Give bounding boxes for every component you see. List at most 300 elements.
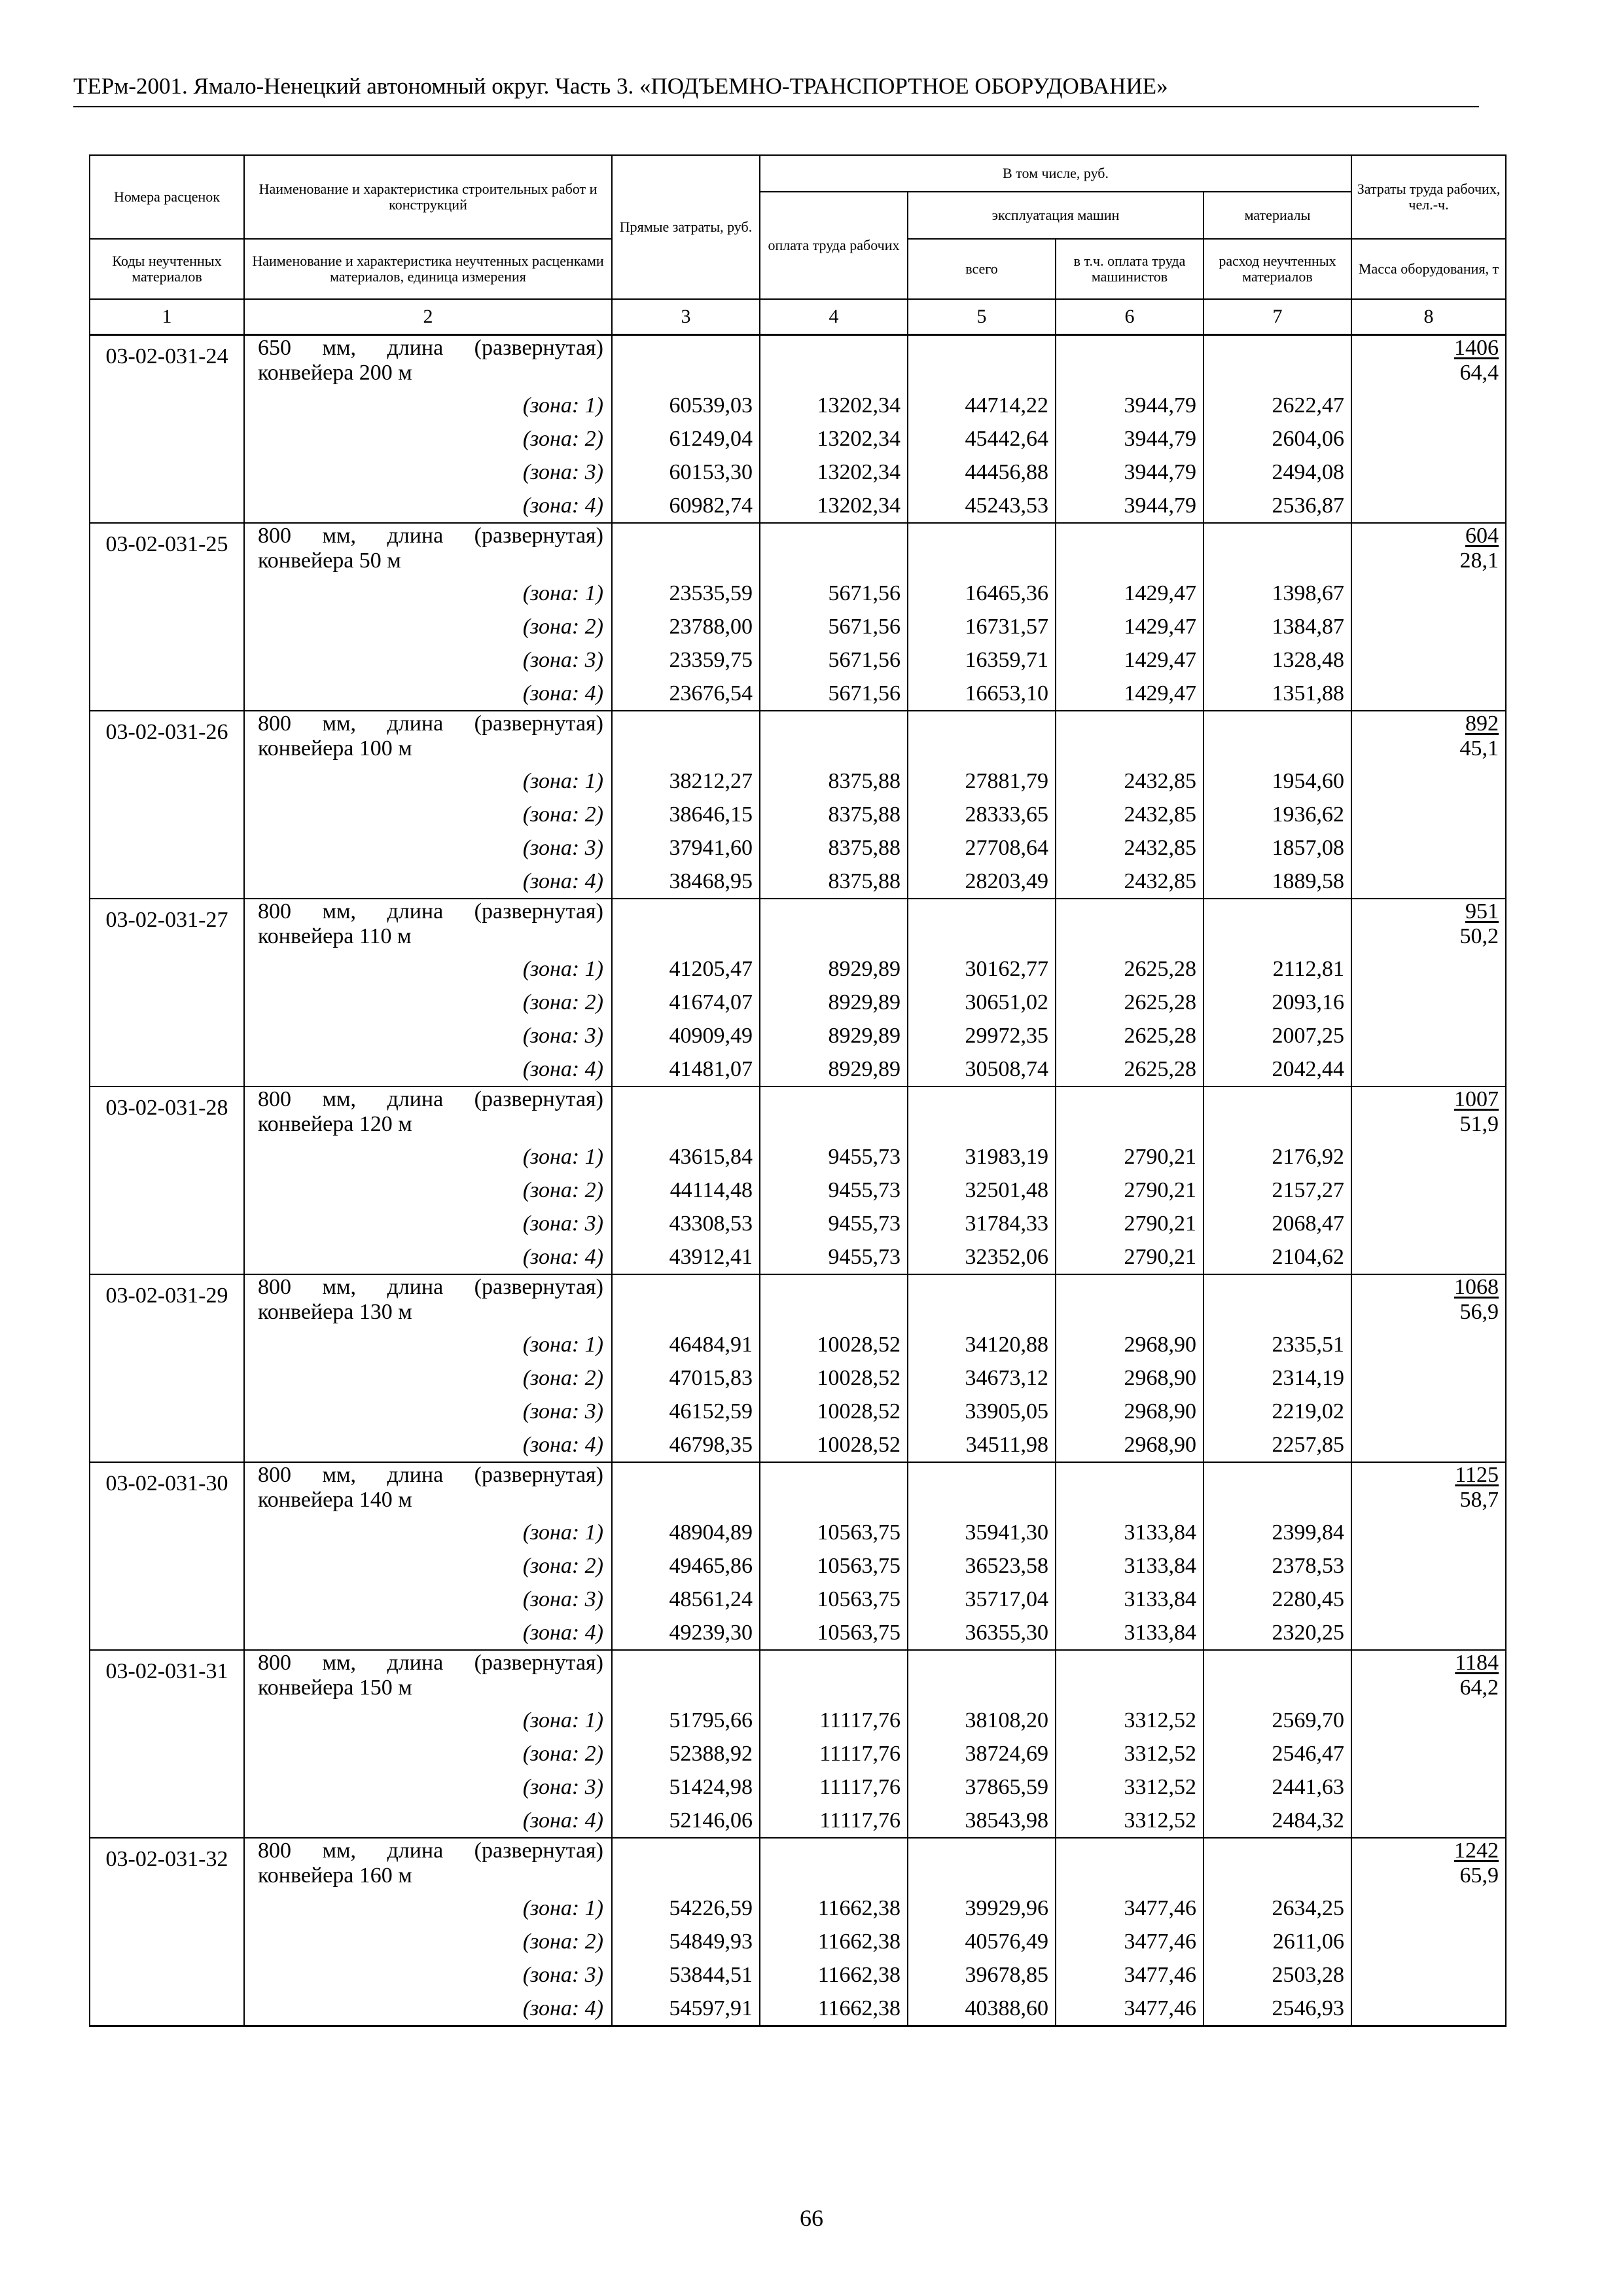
description-line-1: 800 мм, длина (развернутая) (258, 1650, 603, 1675)
direct-costs-value: 52388,92 (612, 1737, 760, 1770)
empty-cell (1351, 1925, 1506, 1958)
column-number: 6 (1056, 299, 1204, 335)
direct-costs-value: 23676,54 (612, 677, 760, 711)
materials-value: 1398,67 (1204, 577, 1351, 610)
header-rate-number: Номера расценок (90, 155, 244, 239)
empty-cell (90, 1925, 244, 1958)
description-line-1: 800 мм, длина (развернутая) (258, 899, 603, 924)
direct-costs-value: 43912,41 (612, 1240, 760, 1274)
zone-label: (зона: 1) (244, 952, 612, 986)
empty-cell (612, 1838, 760, 1892)
zone-row (90, 764, 1506, 798)
operator-wages-value: 1429,47 (1056, 610, 1204, 643)
worker-wages-value: 8375,88 (760, 865, 908, 899)
labor-costs-value: 892 (1465, 711, 1499, 736)
machine-operation-value: 38543,98 (908, 1804, 1056, 1838)
machine-operation-value: 34120,88 (908, 1328, 1056, 1361)
materials-value: 2280,45 (1204, 1583, 1351, 1616)
running-header: ТЕРм-2001. Ямало-Ненецкий автономный округ. Часть 3. «ПОДЪЕМНО-ТРАНСПОРТНОЕ ОБОРУДОВАНИЕ» (73, 71, 1479, 107)
page-number: 66 (800, 2205, 823, 2231)
zone-label: (зона: 2) (244, 1925, 612, 1958)
zone-row (90, 1140, 1506, 1174)
empty-cell (908, 1838, 1056, 1892)
zone-label: (зона: 3) (244, 456, 612, 489)
empty-cell (90, 643, 244, 677)
empty-cell (90, 986, 244, 1019)
empty-cell (612, 1274, 760, 1328)
empty-cell (908, 335, 1056, 389)
empty-cell (90, 489, 244, 523)
description-line-1: 800 мм, длина (развернутая) (258, 1274, 603, 1299)
zone-label: (зона: 4) (244, 677, 612, 711)
machine-operation-value: 29972,35 (908, 1019, 1056, 1052)
description-line-2: конвейера 140 м (258, 1487, 412, 1512)
direct-costs-value: 41674,07 (612, 986, 760, 1019)
zone-row (90, 1174, 1506, 1207)
zone-label: (зона: 2) (244, 610, 612, 643)
description-line-1: 800 мм, длина (развернутая) (258, 711, 603, 736)
column-number: 1 (90, 299, 244, 335)
machine-operation-value: 35717,04 (908, 1583, 1056, 1616)
machine-operation-value: 16731,57 (908, 610, 1056, 643)
empty-cell (1351, 489, 1506, 523)
empty-cell (1351, 1770, 1506, 1804)
column-number: 7 (1204, 299, 1351, 335)
empty-cell (908, 1462, 1056, 1516)
zone-row (90, 1583, 1506, 1616)
operator-wages-value: 3312,52 (1056, 1737, 1204, 1770)
rate-code: 03-02-031-24 (90, 335, 244, 389)
zone-row (90, 1958, 1506, 1992)
materials-value: 2219,02 (1204, 1395, 1351, 1428)
description-line-2: конвейера 50 м (258, 548, 401, 573)
empty-cell (90, 422, 244, 456)
operator-wages-value: 2432,85 (1056, 798, 1204, 831)
materials-value: 1936,62 (1204, 798, 1351, 831)
empty-cell (908, 711, 1056, 764)
description-line-1: 800 мм, длина (развернутая) (258, 1838, 603, 1863)
empty-cell (1204, 1838, 1351, 1892)
materials-value: 1857,08 (1204, 831, 1351, 865)
worker-wages-value: 8929,89 (760, 952, 908, 986)
materials-value: 2093,16 (1204, 986, 1351, 1019)
empty-cell (1351, 1737, 1506, 1770)
direct-costs-value: 49239,30 (612, 1616, 760, 1650)
zone-label: (зона: 1) (244, 1704, 612, 1737)
zone-row (90, 1019, 1506, 1052)
worker-wages-value: 9455,73 (760, 1240, 908, 1274)
machine-operation-value: 39929,96 (908, 1892, 1056, 1925)
empty-cell (612, 711, 760, 764)
empty-cell (90, 1704, 244, 1737)
rate-code: 03-02-031-29 (90, 1274, 244, 1328)
work-description (244, 1274, 612, 1328)
empty-cell (90, 1616, 244, 1650)
direct-costs-value: 41205,47 (612, 952, 760, 986)
work-description (244, 1086, 612, 1140)
operator-wages-value: 3312,52 (1056, 1704, 1204, 1737)
materials-value: 2378,53 (1204, 1549, 1351, 1583)
empty-cell (1204, 1274, 1351, 1328)
description-line-2: конвейера 150 м (258, 1675, 412, 1700)
empty-cell (90, 1516, 244, 1549)
empty-cell (90, 1140, 244, 1174)
empty-cell (90, 1583, 244, 1616)
materials-value: 2494,08 (1204, 456, 1351, 489)
zone-row (90, 865, 1506, 899)
empty-cell (1056, 711, 1204, 764)
direct-costs-value: 60539,03 (612, 389, 760, 422)
zone-label: (зона: 2) (244, 1361, 612, 1395)
operator-wages-value: 2625,28 (1056, 1019, 1204, 1052)
machine-operation-value: 27708,64 (908, 831, 1056, 865)
work-description (244, 711, 612, 764)
materials-value: 2104,62 (1204, 1240, 1351, 1274)
work-description (244, 899, 612, 952)
header-operator-wages: в т.ч. оплата труда машинистов (1056, 239, 1204, 299)
rate-entry-row (90, 899, 1506, 952)
machine-operation-value: 36355,30 (908, 1616, 1056, 1650)
labor-costs-value: 1125 (1455, 1462, 1499, 1487)
machine-operation-value: 33905,05 (908, 1395, 1056, 1428)
direct-costs-value: 48904,89 (612, 1516, 760, 1549)
labor-and-mass (1351, 1650, 1506, 1704)
empty-cell (1351, 986, 1506, 1019)
empty-cell (908, 899, 1056, 952)
worker-wages-value: 11117,76 (760, 1737, 908, 1770)
empty-cell (90, 798, 244, 831)
direct-costs-value: 60982,74 (612, 489, 760, 523)
empty-cell (1204, 335, 1351, 389)
zone-label: (зона: 1) (244, 764, 612, 798)
empty-cell (1204, 1650, 1351, 1704)
labor-and-mass (1351, 335, 1506, 389)
price-table (89, 154, 1507, 2027)
labor-costs-value: 1406 (1454, 336, 1499, 360)
empty-cell (1351, 1992, 1506, 2026)
zone-row (90, 1328, 1506, 1361)
materials-value: 2634,25 (1204, 1892, 1351, 1925)
empty-cell (760, 1274, 908, 1328)
zone-label: (зона: 2) (244, 1737, 612, 1770)
worker-wages-value: 13202,34 (760, 389, 908, 422)
machine-operation-value: 31983,19 (908, 1140, 1056, 1174)
zone-label: (зона: 4) (244, 1804, 612, 1838)
operator-wages-value: 2625,28 (1056, 986, 1204, 1019)
empty-cell (908, 1086, 1056, 1140)
empty-cell (1351, 1804, 1506, 1838)
worker-wages-value: 8929,89 (760, 1019, 908, 1052)
labor-and-mass (1351, 711, 1506, 764)
direct-costs-value: 52146,06 (612, 1804, 760, 1838)
zone-label: (зона: 3) (244, 1395, 612, 1428)
empty-cell (1351, 764, 1506, 798)
empty-cell (1351, 677, 1506, 711)
zone-row (90, 1549, 1506, 1583)
materials-value: 1384,87 (1204, 610, 1351, 643)
empty-cell (90, 764, 244, 798)
empty-cell (612, 335, 760, 389)
empty-cell (760, 1462, 908, 1516)
empty-cell (90, 677, 244, 711)
header-work-name: Наименование и характеристика строительных работ и конструкций (244, 155, 612, 239)
rate-code: 03-02-031-28 (90, 1086, 244, 1140)
zone-label: (зона: 2) (244, 422, 612, 456)
direct-costs-value: 44114,48 (612, 1174, 760, 1207)
zone-row (90, 643, 1506, 677)
zone-row (90, 489, 1506, 523)
zone-label: (зона: 3) (244, 643, 612, 677)
empty-cell (760, 899, 908, 952)
zone-label: (зона: 3) (244, 831, 612, 865)
table-body (90, 335, 1506, 2026)
description-line-1: 800 мм, длина (развернутая) (258, 523, 603, 548)
empty-cell (1351, 1361, 1506, 1395)
empty-cell (1351, 1174, 1506, 1207)
rate-entry-row (90, 1462, 1506, 1516)
description-line-2: конвейера 130 м (258, 1299, 412, 1324)
operator-wages-value: 2790,21 (1056, 1140, 1204, 1174)
zone-label: (зона: 2) (244, 1549, 612, 1583)
worker-wages-value: 5671,56 (760, 610, 908, 643)
zone-label: (зона: 3) (244, 1207, 612, 1240)
machine-operation-value: 32352,06 (908, 1240, 1056, 1274)
zone-label: (зона: 4) (244, 865, 612, 899)
direct-costs-value: 38468,95 (612, 865, 760, 899)
zone-label: (зона: 4) (244, 1052, 612, 1086)
worker-wages-value: 10563,75 (760, 1583, 908, 1616)
machine-operation-value: 37865,59 (908, 1770, 1056, 1804)
worker-wages-value: 9455,73 (760, 1207, 908, 1240)
operator-wages-value: 3133,84 (1056, 1516, 1204, 1549)
zone-row (90, 677, 1506, 711)
zone-label: (зона: 4) (244, 1428, 612, 1462)
materials-value: 2604,06 (1204, 422, 1351, 456)
empty-cell (90, 1052, 244, 1086)
zone-row (90, 1804, 1506, 1838)
machine-operation-value: 30651,02 (908, 986, 1056, 1019)
column-number: 8 (1351, 299, 1506, 335)
empty-cell (1056, 523, 1204, 577)
empty-cell (1351, 798, 1506, 831)
operator-wages-value: 2625,28 (1056, 952, 1204, 986)
materials-value: 2314,19 (1204, 1361, 1351, 1395)
zone-label: (зона: 1) (244, 1140, 612, 1174)
zone-label: (зона: 4) (244, 1240, 612, 1274)
rate-entry-row (90, 711, 1506, 764)
labor-costs-value: 1007 (1454, 1086, 1499, 1111)
empty-cell (1204, 1086, 1351, 1140)
zone-row (90, 1737, 1506, 1770)
zone-label: (зона: 1) (244, 389, 612, 422)
machine-operation-value: 30162,77 (908, 952, 1056, 986)
zone-row (90, 831, 1506, 865)
machine-operation-value: 38108,20 (908, 1704, 1056, 1737)
empty-cell (1351, 865, 1506, 899)
description-line-1: 800 мм, длина (развернутая) (258, 1086, 603, 1111)
operator-wages-value: 2968,90 (1056, 1361, 1204, 1395)
empty-cell (1056, 899, 1204, 952)
operator-wages-value: 3477,46 (1056, 1958, 1204, 1992)
empty-cell (1351, 831, 1506, 865)
equipment-mass-value: 56,9 (1459, 1299, 1499, 1324)
empty-cell (1351, 1892, 1506, 1925)
direct-costs-value: 38646,15 (612, 798, 760, 831)
operator-wages-value: 2968,90 (1056, 1395, 1204, 1428)
worker-wages-value: 9455,73 (760, 1140, 908, 1174)
empty-cell (90, 389, 244, 422)
machine-operation-value: 40388,60 (908, 1992, 1056, 2026)
worker-wages-value: 8929,89 (760, 1052, 908, 1086)
zone-label: (зона: 1) (244, 1328, 612, 1361)
operator-wages-value: 2432,85 (1056, 764, 1204, 798)
description-line-2: конвейера 100 м (258, 736, 412, 761)
empty-cell (1351, 422, 1506, 456)
empty-cell (1351, 1207, 1506, 1240)
empty-cell (760, 1650, 908, 1704)
empty-cell (612, 899, 760, 952)
empty-cell (1056, 1274, 1204, 1328)
empty-cell (90, 865, 244, 899)
zone-label: (зона: 1) (244, 1516, 612, 1549)
empty-cell (1351, 610, 1506, 643)
rate-entry-row (90, 1086, 1506, 1140)
operator-wages-value: 3133,84 (1056, 1549, 1204, 1583)
machine-operation-value: 28203,49 (908, 865, 1056, 899)
materials-value: 2042,44 (1204, 1052, 1351, 1086)
rate-entry-row (90, 1274, 1506, 1328)
empty-cell (908, 1274, 1056, 1328)
equipment-mass-value: 28,1 (1459, 548, 1499, 573)
header-machines-total: всего (908, 239, 1056, 299)
labor-and-mass (1351, 1274, 1506, 1328)
description-line-2: конвейера 120 м (258, 1111, 412, 1136)
worker-wages-value: 10563,75 (760, 1516, 908, 1549)
empty-cell (90, 1804, 244, 1838)
equipment-mass-value: 58,7 (1459, 1487, 1499, 1512)
direct-costs-value: 38212,27 (612, 764, 760, 798)
materials-value: 2157,27 (1204, 1174, 1351, 1207)
machine-operation-value: 30508,74 (908, 1052, 1056, 1086)
materials-value: 2335,51 (1204, 1328, 1351, 1361)
operator-wages-value: 3133,84 (1056, 1616, 1204, 1650)
equipment-mass-value: 50,2 (1459, 924, 1499, 948)
zone-row (90, 1616, 1506, 1650)
zone-label: (зона: 3) (244, 1958, 612, 1992)
description-line-1: 800 мм, длина (развернутая) (258, 1462, 603, 1487)
direct-costs-value: 40909,49 (612, 1019, 760, 1052)
operator-wages-value: 3477,46 (1056, 1992, 1204, 2026)
empty-cell (90, 952, 244, 986)
empty-cell (90, 456, 244, 489)
empty-cell (908, 523, 1056, 577)
work-description (244, 1650, 612, 1704)
zone-label: (зона: 3) (244, 1770, 612, 1804)
empty-cell (1056, 1838, 1204, 1892)
operator-wages-value: 3312,52 (1056, 1804, 1204, 1838)
operator-wages-value: 2432,85 (1056, 831, 1204, 865)
worker-wages-value: 5671,56 (760, 677, 908, 711)
materials-value: 2257,85 (1204, 1428, 1351, 1462)
operator-wages-value: 3944,79 (1056, 456, 1204, 489)
machine-operation-value: 16359,71 (908, 643, 1056, 677)
worker-wages-value: 8375,88 (760, 764, 908, 798)
worker-wages-value: 11662,38 (760, 1992, 908, 2026)
operator-wages-value: 3133,84 (1056, 1583, 1204, 1616)
empty-cell (1204, 1462, 1351, 1516)
empty-cell (1056, 1650, 1204, 1704)
empty-cell (1056, 335, 1204, 389)
operator-wages-value: 3477,46 (1056, 1925, 1204, 1958)
zone-row (90, 1892, 1506, 1925)
empty-cell (90, 1395, 244, 1428)
worker-wages-value: 10028,52 (760, 1328, 908, 1361)
worker-wages-value: 11117,76 (760, 1770, 908, 1804)
direct-costs-value: 53844,51 (612, 1958, 760, 1992)
empty-cell (1204, 899, 1351, 952)
empty-cell (1351, 1328, 1506, 1361)
zone-row (90, 1992, 1506, 2026)
machine-operation-value: 39678,85 (908, 1958, 1056, 1992)
worker-wages-value: 5671,56 (760, 577, 908, 610)
worker-wages-value: 10563,75 (760, 1549, 908, 1583)
worker-wages-value: 10028,52 (760, 1395, 908, 1428)
zone-row (90, 577, 1506, 610)
machine-operation-value: 32501,48 (908, 1174, 1056, 1207)
worker-wages-value: 8929,89 (760, 986, 908, 1019)
zone-row (90, 1770, 1506, 1804)
rate-entry-row (90, 335, 1506, 389)
empty-cell (90, 1361, 244, 1395)
operator-wages-value: 2625,28 (1056, 1052, 1204, 1086)
rate-code: 03-02-031-27 (90, 899, 244, 952)
direct-costs-value: 23535,59 (612, 577, 760, 610)
direct-costs-value: 37941,60 (612, 831, 760, 865)
empty-cell (1351, 1516, 1506, 1549)
direct-costs-value: 48561,24 (612, 1583, 760, 1616)
empty-cell (90, 1992, 244, 2026)
zone-row (90, 1240, 1506, 1274)
operator-wages-value: 3312,52 (1056, 1770, 1204, 1804)
description-line-2: конвейера 200 м (258, 361, 412, 385)
equipment-mass-value: 64,2 (1459, 1675, 1499, 1700)
empty-cell (1351, 389, 1506, 422)
zone-label: (зона: 3) (244, 1019, 612, 1052)
operator-wages-value: 2790,21 (1056, 1174, 1204, 1207)
zone-row (90, 1704, 1506, 1737)
header-machine-operation: эксплуатация машин (908, 192, 1204, 239)
empty-cell (1351, 1052, 1506, 1086)
labor-costs-value: 951 (1465, 899, 1499, 924)
materials-value: 2622,47 (1204, 389, 1351, 422)
materials-value: 1328,48 (1204, 643, 1351, 677)
empty-cell (90, 1549, 244, 1583)
direct-costs-value: 41481,07 (612, 1052, 760, 1086)
materials-value: 2546,47 (1204, 1737, 1351, 1770)
labor-costs-value: 1068 (1454, 1274, 1499, 1299)
materials-value: 2112,81 (1204, 952, 1351, 986)
zone-row (90, 1395, 1506, 1428)
direct-costs-value: 60153,30 (612, 456, 760, 489)
machine-operation-value: 34511,98 (908, 1428, 1056, 1462)
header-materials: материалы (1204, 192, 1351, 239)
direct-costs-value: 47015,83 (612, 1361, 760, 1395)
empty-cell (90, 1019, 244, 1052)
direct-costs-value: 49465,86 (612, 1549, 760, 1583)
empty-cell (612, 1462, 760, 1516)
empty-cell (90, 1892, 244, 1925)
worker-wages-value: 13202,34 (760, 422, 908, 456)
